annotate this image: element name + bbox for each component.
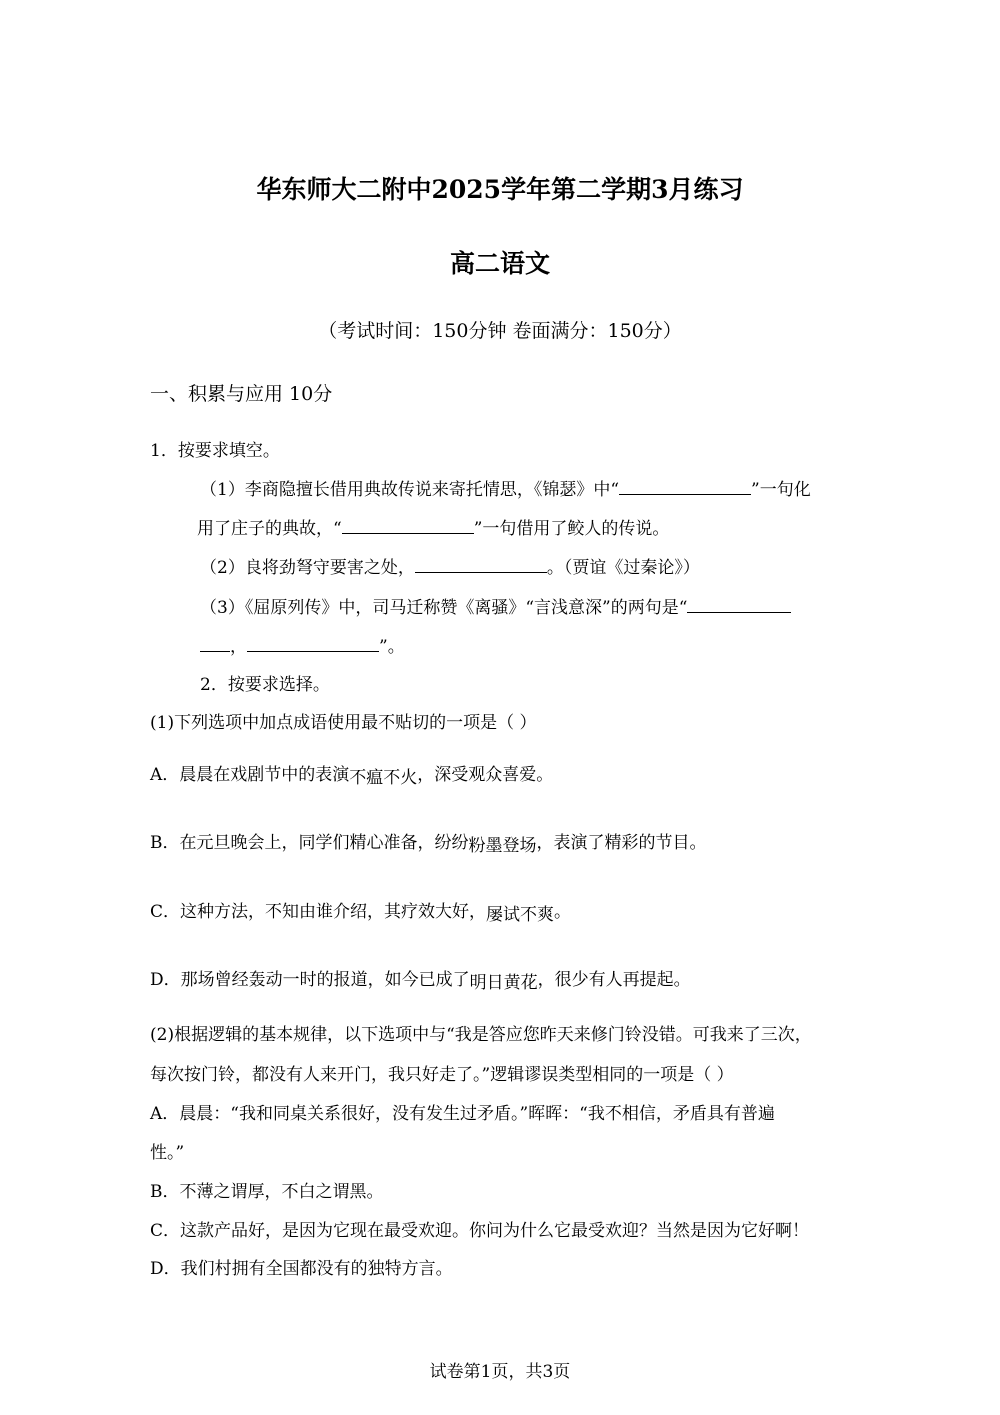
q1-part1-text-b: ”一句化 — [751, 480, 811, 500]
q2-sub2-option-c: C．这款产品好，是因为它现在最受欢迎。你问为什么它最受欢迎？当然是因为它好啊！ — [150, 1221, 810, 1241]
q2-sub1-option-c — [150, 901, 571, 923]
q2-sub2-option-b: B．不薄之谓厚，不白之谓黑。 — [150, 1182, 384, 1202]
q2-sub1-stem: (1)下列选项中加点成语使用最不贴切的一项是（ ） — [150, 713, 537, 733]
q1-part3-line1 — [200, 596, 791, 619]
section-heading: 一、积累与应用 10分 — [150, 383, 333, 405]
option-text: A．晨晨在戏剧节中的表演 — [150, 765, 350, 785]
q1-part2-text-a: （2）良将劲弩守要害之处， — [200, 558, 415, 578]
q1-part1-line1 — [200, 478, 811, 501]
q2-sub1-option-a — [150, 764, 553, 786]
q2-sub2-stem-line2: 每次按门铃，都没有人来开门，我只好走了。”逻辑谬误类型相同的一项是（ ） — [150, 1065, 734, 1085]
page-footer: 试卷第1页，共3页 — [429, 1362, 571, 1382]
q1-part3-text-c: ， — [230, 637, 247, 657]
dotted-idiom: 明日黄花 — [469, 973, 538, 993]
q2-sub2-option-d: D．我们村拥有全国都没有的独特方言。 — [150, 1259, 453, 1279]
q2-sub2-option-a-line1: A．晨晨：“我和同桌关系很好，没有发生过矛盾。”晖晖：“我不相信，矛盾具有普遍 — [150, 1104, 775, 1124]
subject-title: 高二语文 — [449, 249, 550, 278]
answer-blank[interactable] — [200, 635, 230, 652]
answer-blank[interactable] — [247, 635, 379, 652]
q2-intro: 2．按要求选择。 — [200, 675, 330, 695]
q1-part3-text-a: （3）《屈原列传》中，司马迁称赞《离骚》“言浅意深”的两句是“ — [200, 598, 688, 618]
answer-blank[interactable] — [619, 478, 751, 495]
q2-sub1-option-d — [150, 969, 691, 991]
option-text: D．那场曾经轰动一时的报道，如今已成了 — [150, 970, 470, 990]
option-text: ，很少有人再提起。 — [537, 970, 691, 990]
q1-part2 — [200, 556, 700, 579]
option-text: C．这种方法，不知由谁介绍，其疗效大好， — [150, 902, 487, 922]
option-text: ，表演了精彩的节目。 — [536, 833, 707, 853]
exam-info: （考试时间：150分钟 卷面满分：150分） — [318, 320, 682, 342]
dotted-idiom: 不瘟不火 — [349, 768, 418, 788]
q1-part1-text-d: ”一句借用了鲛人的传说。 — [473, 519, 670, 539]
option-text: 。 — [554, 902, 572, 922]
option-text: B．在元旦晚会上，同学们精心准备，纷纷 — [150, 833, 469, 853]
answer-blank[interactable] — [687, 596, 791, 613]
q1-part1-text-a: （1）李商隐擅长借用典故传说来寄托情思，《锦瑟》中“ — [200, 480, 620, 500]
q2-sub1-option-b — [150, 832, 707, 854]
answer-blank[interactable] — [342, 517, 474, 534]
q1-part3-line2 — [200, 635, 405, 658]
q1-part2-text-b: 。（贾谊《过秦论》） — [546, 558, 700, 578]
q2-sub2-option-a-line2: 性。” — [150, 1143, 185, 1163]
dotted-idiom: 屡试不爽 — [486, 905, 555, 925]
option-text: ，深受观众喜爱。 — [417, 765, 554, 785]
q1-intro: 1．按要求填空。 — [150, 441, 280, 461]
q1-part1-line2 — [197, 517, 669, 540]
q2-sub2-stem-line1: (2)根据逻辑的基本规律，以下选项中与“我是答应您昨天来修门铃没错。可我来了三次， — [150, 1025, 812, 1045]
q1-part1-text-c: 用了庄子的典故，“ — [197, 519, 342, 539]
answer-blank[interactable] — [415, 556, 547, 573]
q1-part3-text-d: ”。 — [379, 637, 405, 657]
exam-title: 华东师大二附中2025学年第二学期3月练习 — [256, 175, 744, 204]
dotted-idiom: 粉墨登场 — [468, 836, 537, 856]
